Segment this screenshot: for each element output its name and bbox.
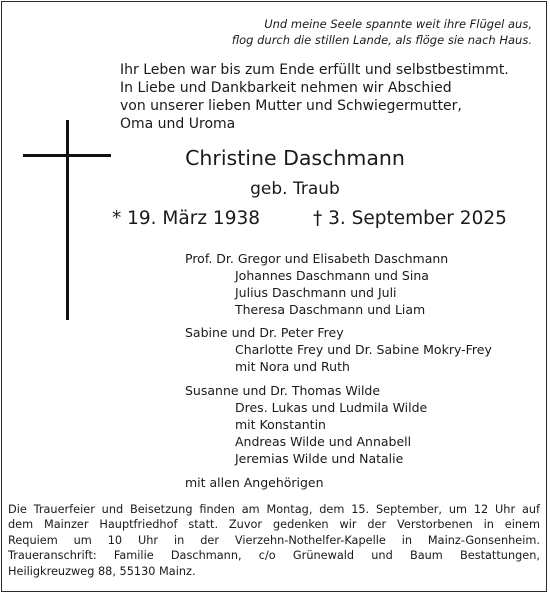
funeral-info-line: Requiem um 10 Uhr in der Vierzehn-Nothelfer-Kapelle in Mainz-Gonsenheim. — [8, 533, 540, 547]
family-member: Charlotte Frey und Dr. Sabine Mokry-Frey — [235, 342, 492, 357]
family-member: Andreas Wilde und Annabell — [235, 434, 412, 449]
family-member: mit Nora und Ruth — [235, 359, 350, 374]
funeral-info-line: dem Mainzer Hauptfriedhof statt. Zuvor gedenken wir der Verstorbenen in einem — [8, 518, 540, 532]
funeral-info — [8, 502, 540, 579]
family-head: Sabine und Dr. Peter Frey — [185, 325, 344, 340]
funeral-info-line: Heiligkreuzweg 88, 55130 Mainz. — [8, 564, 196, 578]
intro-line-1: Ihr Leben war bis zum Ende erfüllt und selbstbestimmt. — [120, 62, 509, 78]
quote-line-1: Und meine Seele spannte weit ihre Flügel aus, — [264, 17, 532, 31]
intro-line-3: von unserer lieben Mutter und Schwiegermutter, — [120, 98, 462, 114]
family-closing: mit allen Angehörigen — [185, 475, 324, 490]
family-head: Susanne und Dr. Thomas Wilde — [185, 383, 381, 398]
family-member: Johannes Daschmann und Sina — [235, 268, 429, 283]
family-member: mit Konstantin — [235, 417, 326, 432]
family-member: Theresa Daschmann und Liam — [235, 302, 426, 317]
quote-line-2: flog durch die stillen Lande, als flöge sie nach Haus. — [231, 33, 532, 47]
family-member: Jeremias Wilde und Natalie — [235, 451, 404, 466]
funeral-info-line: Traueranschrift: Familie Daschmann, c/o Grünewald und Baum Bestattungen, — [8, 549, 540, 563]
maiden-name: geb. Traub — [250, 179, 340, 199]
death-date: † 3. September 2025 — [313, 208, 507, 229]
family-member: Julius Daschmann und Juli — [235, 285, 397, 300]
intro-line-2: In Liebe und Dankbarkeit nehmen wir Abschied — [120, 80, 452, 96]
funeral-info-line: Die Trauerfeier und Beisetzung finden am Montag, dem 15. September, um 12 Uhr auf — [8, 503, 540, 516]
family-member: Dres. Lukas und Ludmila Wilde — [235, 400, 428, 415]
family-head: Prof. Dr. Gregor und Elisabeth Daschmann — [185, 251, 449, 266]
birth-date: * 19. März 1938 — [112, 208, 261, 229]
intro-line-4: Oma und Uroma — [120, 116, 236, 132]
deceased-name: Christine Daschmann — [185, 146, 405, 170]
